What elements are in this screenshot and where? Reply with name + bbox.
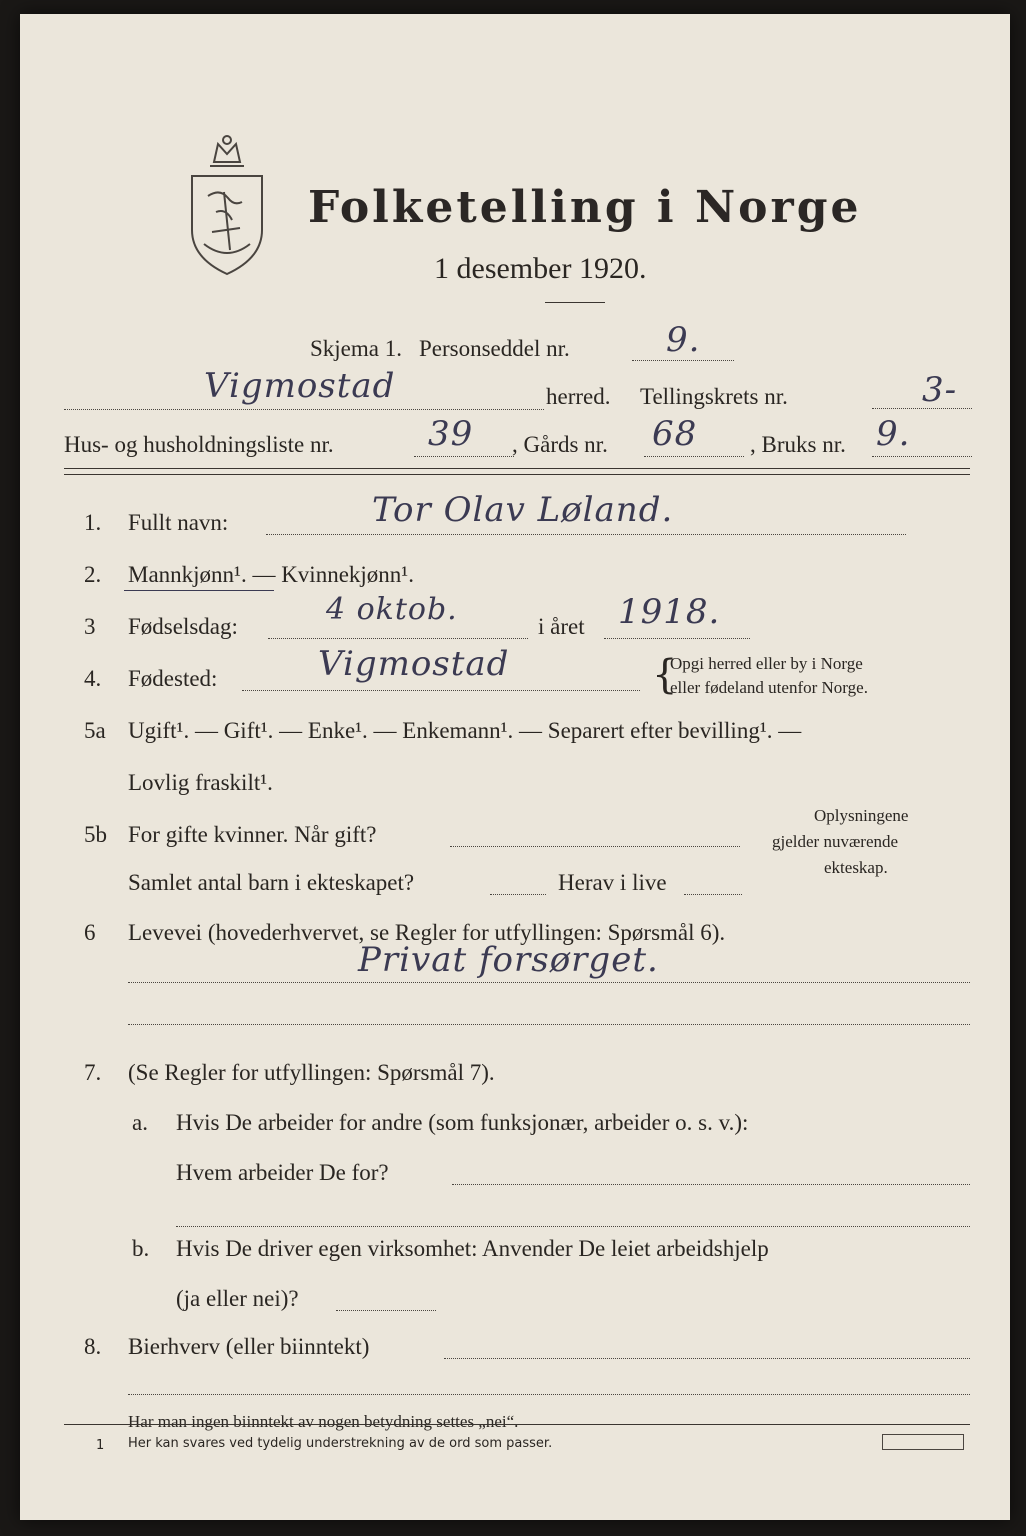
q2-underline-mannkjonn	[124, 590, 274, 591]
bruks-label: , Bruks nr.	[750, 432, 846, 457]
q8-label: Bierhverv (eller biinntekt)	[128, 1334, 370, 1359]
herred-field[interactable]	[64, 409, 544, 410]
household-list-value: 39	[428, 414, 474, 454]
q4-note-brace: {	[652, 652, 678, 698]
footer-rule	[64, 1424, 970, 1425]
side-income-field-line2[interactable]	[128, 1394, 970, 1395]
employer-field-line2[interactable]	[176, 1226, 970, 1227]
tellingskrets-value: 3-	[922, 370, 958, 410]
q2-number: 2.	[84, 562, 102, 587]
q5b-line1: For gifte kvinner. Når gift?	[128, 822, 377, 847]
q5b-note-line3: ekteskap.	[824, 858, 888, 877]
census-date: 1 desember 1920.	[434, 252, 647, 285]
tellingskrets-label: Tellingskrets nr.	[640, 384, 788, 409]
footnote-number: 1	[96, 1438, 105, 1453]
gards-field[interactable]	[644, 456, 744, 457]
birthday-field[interactable]	[268, 638, 528, 639]
q4-label: Fødested:	[128, 666, 218, 691]
q5b-herav-label: Herav i live	[558, 870, 667, 895]
gards-label: , Gårds nr.	[512, 432, 608, 457]
children-alive-field[interactable]	[684, 894, 742, 895]
q5b-number: 5b	[84, 822, 107, 847]
personseddel-label: Personseddel nr.	[419, 336, 570, 361]
bruks-value: 9.	[876, 414, 911, 454]
header-double-rule-bottom	[64, 474, 970, 475]
full-name-value: Tor Olav Løland.	[372, 490, 674, 530]
q7-number: 7.	[84, 1060, 102, 1085]
q1-label: Fullt navn:	[128, 510, 229, 535]
herred-label: herred.	[546, 384, 611, 409]
q2-gender-options: Mannkjønn¹. — Kvinnekjønn¹.	[128, 562, 414, 587]
birthday-value: 4 oktob.	[326, 592, 458, 627]
personseddel-field[interactable]	[632, 360, 734, 361]
coat-of-arms-emblem	[184, 132, 270, 278]
q3-year-label: i året	[538, 614, 585, 639]
personseddel-value: 9.	[666, 320, 701, 360]
children-count-field[interactable]	[490, 894, 546, 895]
q7a-line2: Hvem arbeider De for?	[176, 1160, 389, 1185]
married-date-field[interactable]	[450, 846, 740, 847]
title-rule	[545, 302, 605, 303]
full-name-field[interactable]	[266, 534, 906, 535]
q3-number: 3	[84, 614, 96, 639]
schema-label: Skjema 1.	[310, 336, 402, 361]
q5b-note-line1: Oplysningene	[814, 806, 909, 825]
occupation-value: Privat forsørget.	[358, 940, 659, 980]
birth-year-value: 1918.	[618, 592, 721, 632]
q6-label: Levevei (hovederhvervet, se Regler for utfyllingen: Spørsmål 6).	[128, 920, 726, 945]
header-double-rule-top	[64, 468, 970, 469]
q4-note-line2: eller fødeland utenfor Norge.	[670, 678, 868, 697]
occupation-field-line1[interactable]	[128, 982, 970, 983]
footnote-text: Her kan svares ved tydelig understrekning av de ord som passer.	[128, 1436, 553, 1451]
footer-note: Har man ingen biinntekt av nogen betydning settes „nei“.	[128, 1412, 519, 1431]
q8-number: 8.	[84, 1334, 102, 1359]
q5a-line2: Lovlig fraskilt¹.	[128, 770, 273, 795]
q6-number: 6	[84, 920, 96, 945]
q5a-line1: Ugift¹. — Gift¹. — Enke¹. — Enkemann¹. — Separert efter bevilling¹. —	[128, 718, 802, 743]
birthplace-field[interactable]	[242, 690, 640, 691]
q5a-number: 5a	[84, 718, 106, 743]
household-list-field[interactable]	[414, 456, 514, 457]
gards-value: 68	[652, 414, 698, 454]
q4-note-line1: Opgi herred eller by i Norge	[670, 654, 863, 673]
printer-stamp	[882, 1434, 964, 1450]
census-form	[20, 14, 1010, 1520]
bruks-field[interactable]	[872, 456, 972, 457]
q1-number: 1.	[84, 510, 102, 535]
birthplace-value: Vigmostad	[318, 644, 510, 684]
q4-number: 4.	[84, 666, 102, 691]
q7a-line1: Hvis De arbeider for andre (som funksjonær, arbeider o. s. v.):	[176, 1110, 749, 1135]
q7a-letter: a.	[132, 1110, 148, 1135]
side-income-field-line1[interactable]	[444, 1358, 970, 1359]
form-title: Folketelling i Norge	[308, 182, 862, 233]
q3-label: Fødselsdag:	[128, 614, 238, 639]
q5b-note-line2: gjelder nuværende	[772, 832, 899, 851]
q7b-letter: b.	[132, 1236, 150, 1261]
q7b-line2: (ja eller nei)?	[176, 1286, 299, 1311]
q5b-line2: Samlet antal barn i ekteskapet?	[128, 870, 415, 895]
herred-value: Vigmostad	[204, 366, 396, 406]
occupation-field-line2[interactable]	[128, 1024, 970, 1025]
q7-label: (Se Regler for utfyllingen: Spørsmål 7).	[128, 1060, 495, 1085]
birth-year-field[interactable]	[604, 638, 750, 639]
q7b-line1: Hvis De driver egen virksomhet: Anvender De leiet arbeidshjelp	[176, 1236, 769, 1261]
hired-help-field[interactable]	[336, 1310, 436, 1311]
household-list-label: Hus- og husholdningsliste nr.	[64, 432, 334, 457]
employer-field-line1[interactable]	[452, 1184, 970, 1185]
